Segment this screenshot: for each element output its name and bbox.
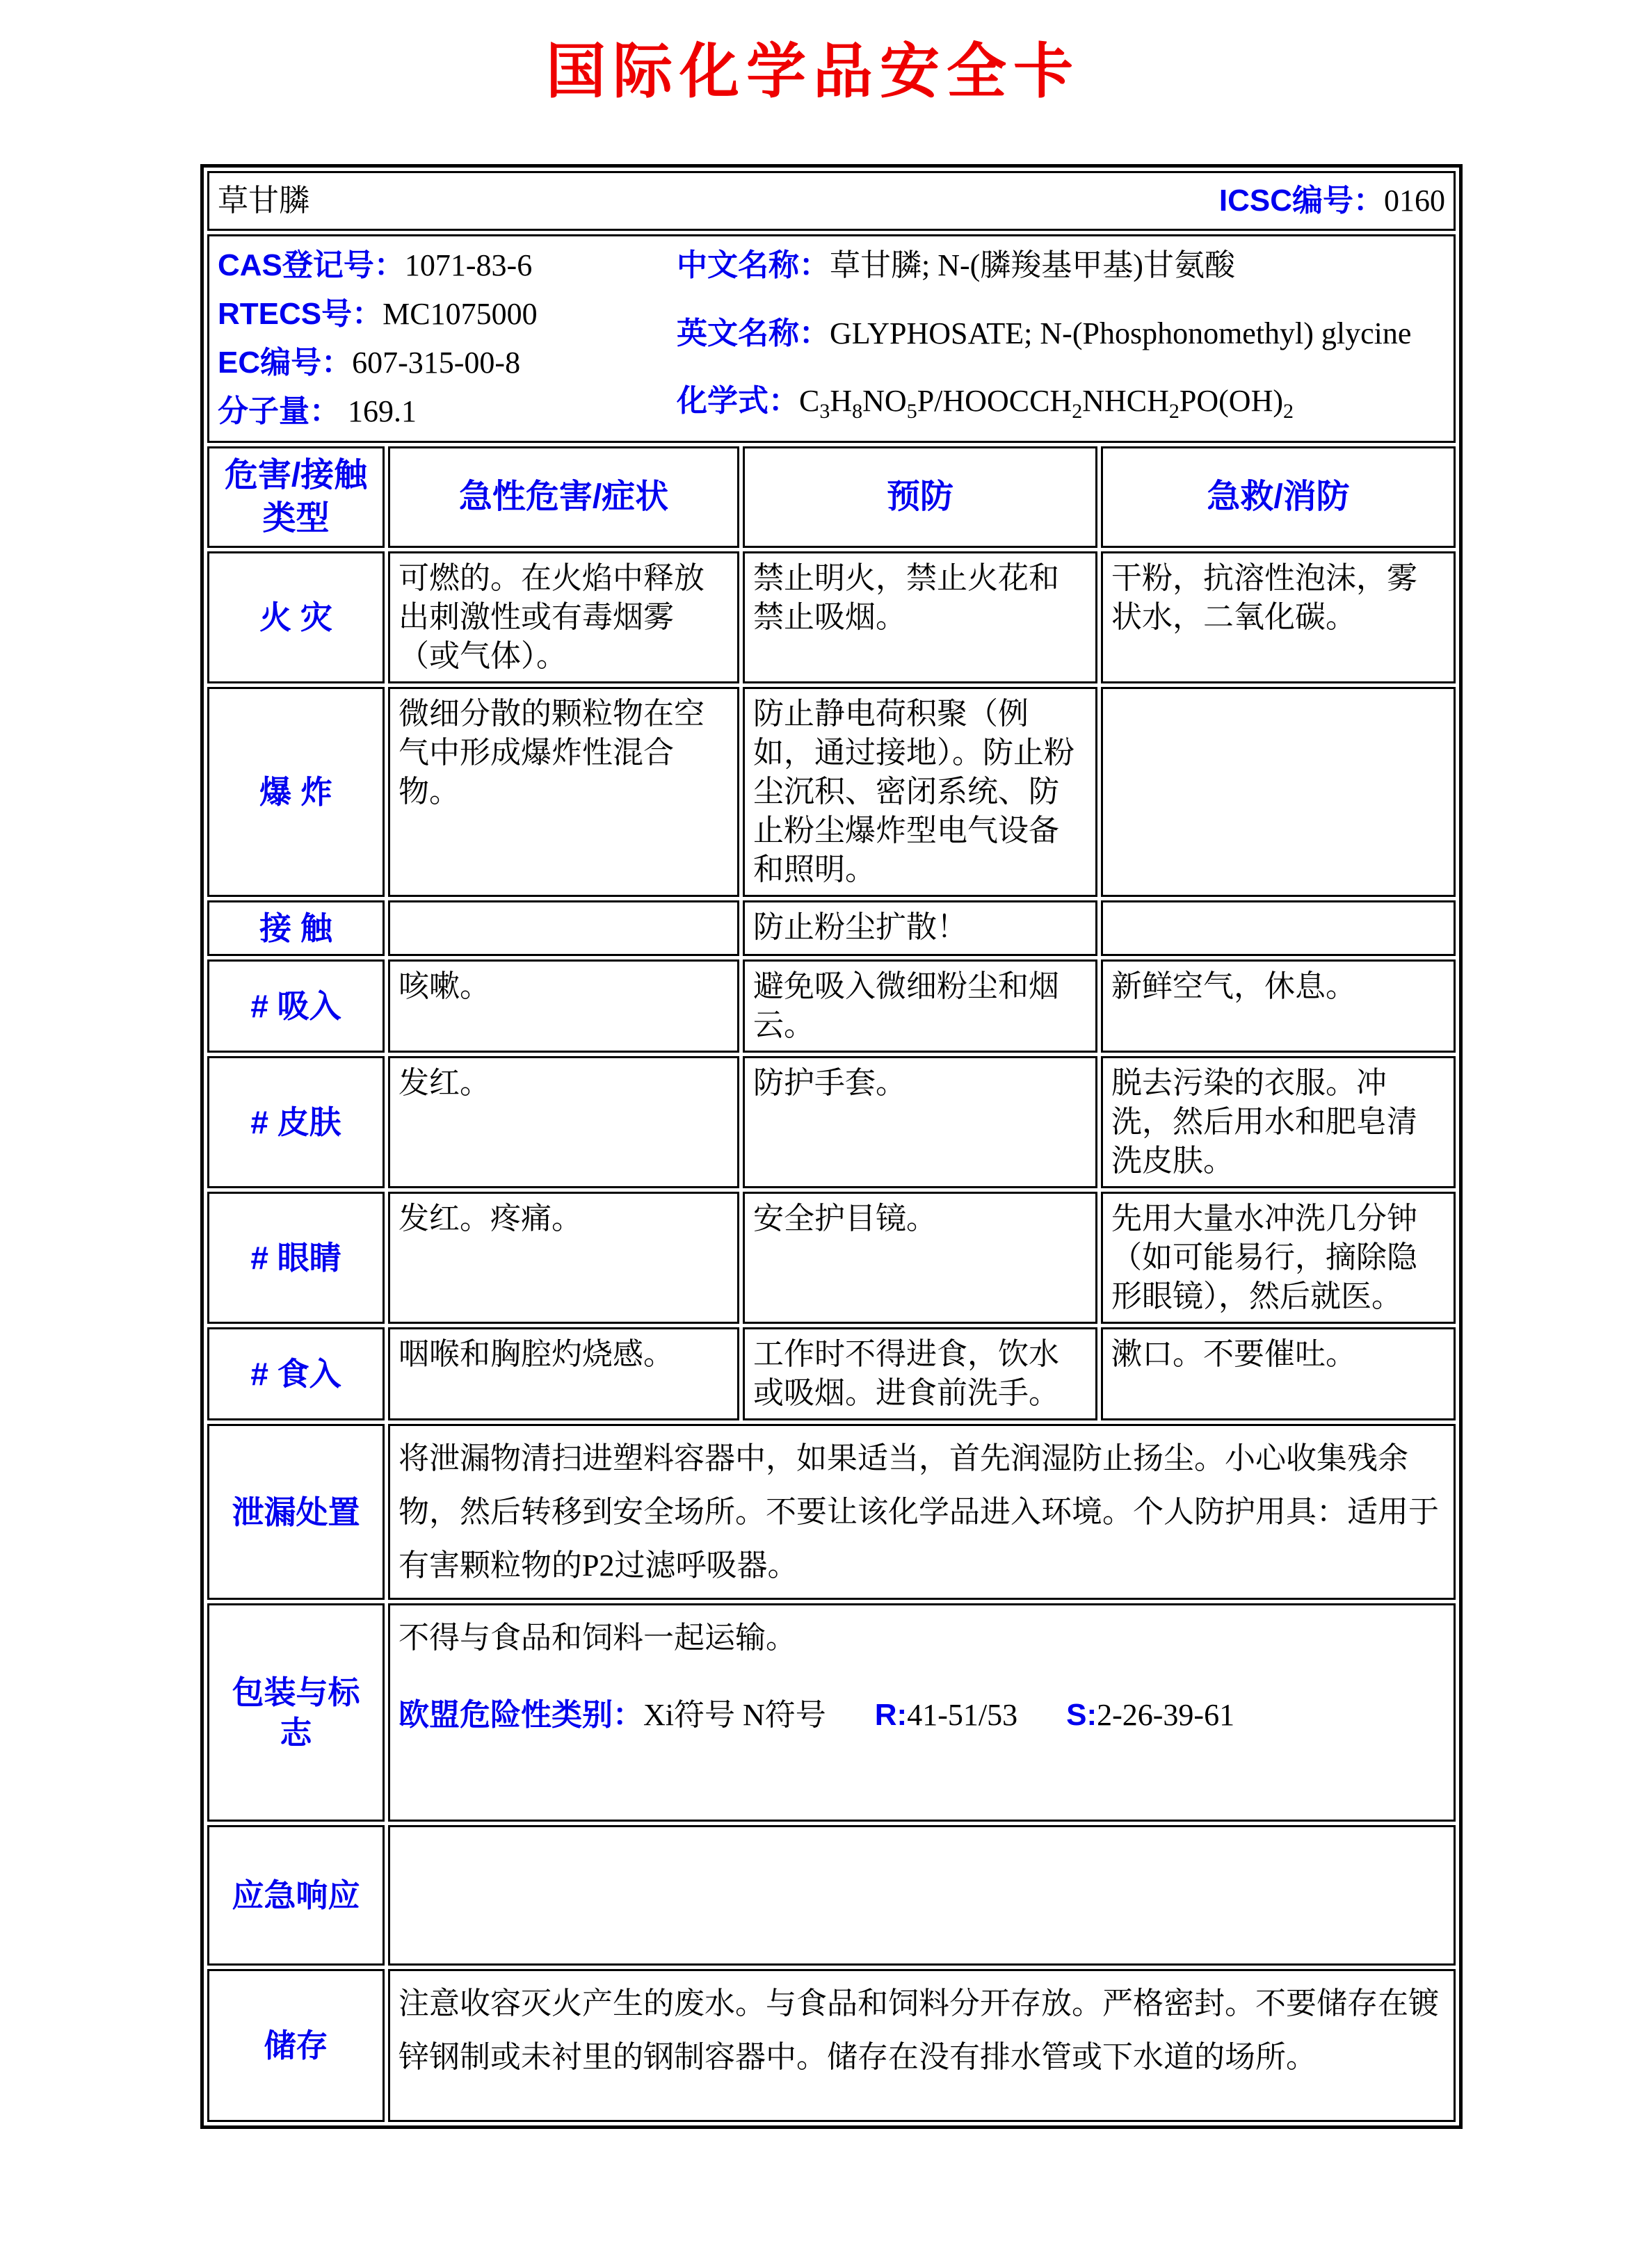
row-eyes <box>207 1192 1456 1324</box>
header-hazard-type-line2: 类型 <box>262 500 330 537</box>
chemical-name-zh: 草甘膦 <box>218 184 309 218</box>
header-hazard-type-line1: 危害/接触 <box>224 457 368 494</box>
identity-right-column <box>677 246 1445 431</box>
row-ingestion-label: # 食入 <box>207 1327 385 1420</box>
row-inhalation-aid: 新鲜空气，休息。 <box>1101 959 1456 1053</box>
cas-number <box>218 246 677 285</box>
row-fire <box>207 551 1456 683</box>
row-ingestion <box>207 1327 1456 1420</box>
row-eyes-label: # 眼睛 <box>207 1192 385 1324</box>
name-row <box>207 171 1456 231</box>
packaging-transport-note: 不得与食品和饲料一起运输。 <box>399 1621 796 1655</box>
cas-value: 1071-83-6 <box>404 248 533 282</box>
rtecs-label: RTECS号： <box>218 297 383 331</box>
chinese-name-label: 中文名称： <box>677 248 830 282</box>
row-eyes-aid: 先用大量水冲洗几分钟（如可能易行，摘除隐形眼镜），然后就医。 <box>1101 1192 1456 1324</box>
storage-label: 储存 <box>207 1969 385 2122</box>
row-contact-prevention: 防止粉尘扩散！ <box>743 900 1097 956</box>
row-contact-symptoms <box>388 900 739 956</box>
row-contact <box>207 900 1456 956</box>
icsc-card-table <box>200 164 1463 2129</box>
page-title: 国际化学品安全卡 <box>546 38 1080 105</box>
molecular-weight <box>218 392 677 431</box>
row-fire-prevention: 禁止明火，禁止火花和禁止吸烟。 <box>743 551 1097 683</box>
ec-number <box>218 343 677 382</box>
row-inhalation <box>207 959 1456 1053</box>
formula-label: 化学式： <box>677 384 799 419</box>
row-eyes-symptoms: 发红。疼痛。 <box>388 1192 739 1324</box>
identity-row <box>207 234 1456 443</box>
english-name-value: GLYPHOSATE; N-(Phosphonomethyl) glycine <box>830 316 1412 350</box>
english-name <box>677 314 1445 353</box>
cas-label: CAS登记号： <box>218 248 405 282</box>
row-skin-symptoms: 发红。 <box>388 1056 739 1188</box>
s-phrase-label: S: <box>1066 1698 1097 1732</box>
row-skin-prevention: 防护手套。 <box>743 1056 1097 1188</box>
row-skin-aid: 脱去污染的衣服。冲洗，然后用水和肥皂清洗皮肤。 <box>1101 1056 1456 1188</box>
spill-label: 泄漏处置 <box>207 1424 385 1600</box>
row-inhalation-label: # 吸入 <box>207 959 385 1053</box>
icsc-number-label: ICSC编号： <box>1218 184 1384 218</box>
packaging-label: 包装与标志 <box>207 1603 385 1822</box>
emergency-label: 应急响应 <box>207 1825 385 1966</box>
s-phrase-value: 2-26-39-61 <box>1097 1698 1235 1732</box>
row-fire-aid: 干粉，抗溶性泡沫，雾状水，二氧化碳。 <box>1101 551 1456 683</box>
identity-block <box>218 246 1445 431</box>
row-contact-aid <box>1101 900 1456 956</box>
row-inhalation-symptoms: 咳嗽。 <box>388 959 739 1053</box>
chinese-name <box>677 246 1445 285</box>
row-explosion-symptoms: 微细分散的颗粒物在空气中形成爆炸性混合物。 <box>388 687 739 897</box>
header-prevention: 预防 <box>743 446 1097 548</box>
row-skin <box>207 1056 1456 1188</box>
row-packaging-labelling <box>207 1603 1456 1822</box>
row-fire-symptoms: 可燃的。在火焰中释放出刺激性或有毒烟雾（或气体）。 <box>388 551 739 683</box>
mw-value: 169.1 <box>348 394 417 428</box>
identity-left-column <box>218 246 677 431</box>
header-symptoms: 急性危害/症状 <box>388 446 739 548</box>
row-explosion-label: 爆 炸 <box>207 687 385 897</box>
icsc-number-group <box>1219 181 1445 220</box>
emergency-text <box>388 1825 1456 1966</box>
row-explosion <box>207 687 1456 897</box>
rtecs-number <box>218 295 677 334</box>
name-bar <box>218 181 1445 220</box>
chinese-name-value: 草甘膦; N-(膦羧基甲基)甘氨酸 <box>830 248 1235 282</box>
row-ingestion-prevention: 工作时不得进食，饮水或吸烟。进食前洗手。 <box>743 1327 1097 1420</box>
english-name-label: 英文名称： <box>677 316 830 350</box>
icsc-number-value: 0160 <box>1384 184 1445 218</box>
row-spill-disposal <box>207 1424 1456 1600</box>
ec-label: EC编号： <box>218 346 353 380</box>
eu-hazard-class-label: 欧盟危险性类别： <box>399 1698 643 1732</box>
mw-label: 分子量： <box>218 394 340 428</box>
r-phrase-value: 41-51/53 <box>907 1698 1018 1732</box>
eu-hazard-symbols: Xi符号 N符号 <box>643 1698 826 1732</box>
chemical-formula <box>677 382 1445 431</box>
table-header-row <box>207 446 1456 548</box>
ec-value: 607-315-00-8 <box>352 346 521 380</box>
storage-text: 注意收容灭火产生的废水。与食品和饲料分开存放。严格密封。不要储存在镀锌钢制或未衬里的钢制容器中。储存在没有排水管或下水道的场所。 <box>388 1969 1456 2122</box>
formula-value: $C_3H_8NO_5P/HOOCCH_2NHCH_2PO(OH)_2$ <box>799 384 1294 423</box>
row-ingestion-aid: 漱口。不要催吐。 <box>1101 1327 1456 1420</box>
header-hazard-type <box>207 446 385 548</box>
r-phrase-label: R: <box>874 1698 908 1732</box>
spill-text: 将泄漏物清扫进塑料容器中，如果适当，首先润湿防止扬尘。小心收集残余物，然后转移到安全场所。不要让该化学品进入环境。个人防护用具：适用于有害颗粒物的P2过滤呼吸器。 <box>388 1424 1456 1600</box>
eu-hazard-class-line <box>399 1688 1445 1742</box>
row-emergency-response <box>207 1825 1456 1966</box>
header-fire-aid: 急救/消防 <box>1101 446 1456 548</box>
row-explosion-aid <box>1101 687 1456 897</box>
row-fire-label: 火 灾 <box>207 551 385 683</box>
row-ingestion-symptoms: 咽喉和胸腔灼烧感。 <box>388 1327 739 1420</box>
row-skin-label: # 皮肤 <box>207 1056 385 1188</box>
row-explosion-prevention: 防止静电荷积聚（例如，通过接地）。防止粉尘沉积、密闭系统、防止粉尘爆炸型电气设备和照明。 <box>743 687 1097 897</box>
row-contact-label: 接 触 <box>207 900 385 956</box>
row-inhalation-prevention: 避免吸入微细粉尘和烟云。 <box>743 959 1097 1053</box>
row-eyes-prevention: 安全护目镜。 <box>743 1192 1097 1324</box>
rtecs-value: MC1075000 <box>383 297 538 331</box>
row-storage <box>207 1969 1456 2122</box>
